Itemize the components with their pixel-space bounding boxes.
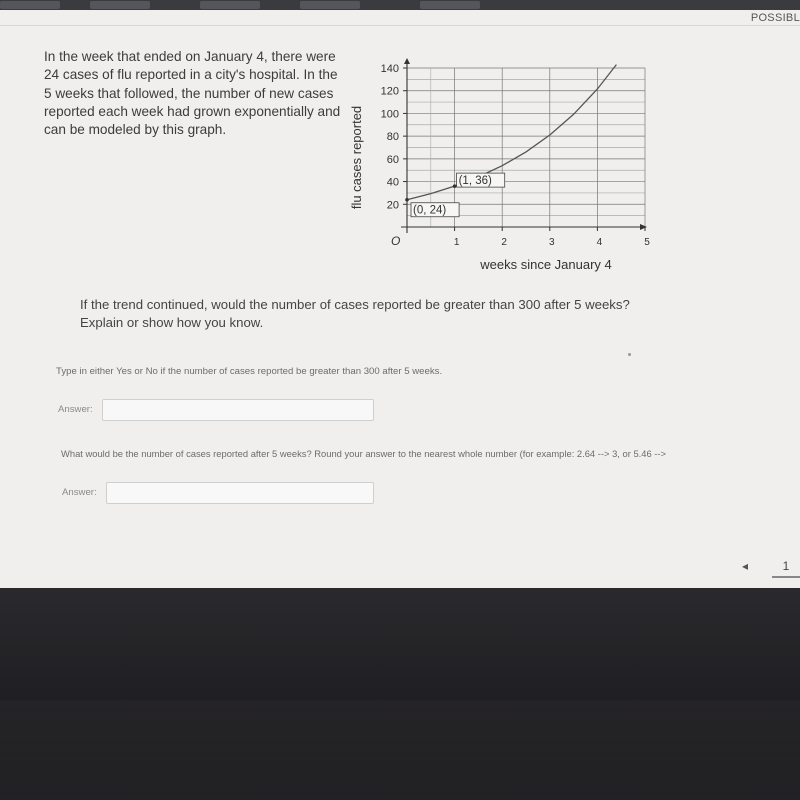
header-divider	[0, 25, 800, 26]
browser-bookmark-bar	[0, 0, 800, 10]
annotation-label: (0, 24)	[413, 204, 447, 217]
problem-text: In the week that ended on January 4, there were 24 cases of flu reported in a city's hospital. In the 5 weeks that followed, the number of new cases reported each week had grown exponentially and can be modeled by this graph.	[44, 49, 341, 138]
part1-instruction: Type in either Yes or No if the number of cases reported be greater than 300 after 5 weeks.	[56, 366, 443, 377]
origin-label: O	[391, 234, 401, 248]
question-text: If the trend continued, would the number of cases reported be greater than 300 after 5 weeks? Explain or show how you know.	[80, 297, 630, 330]
y-tick-label: 20	[386, 199, 399, 212]
possible-points-label: POSSIBL	[750, 12, 800, 24]
bookmark-item[interactable]	[420, 1, 480, 9]
y-tick-label: 40	[386, 176, 399, 189]
x-tick-label: 5	[644, 237, 650, 248]
y-tick-label: 100	[380, 108, 399, 121]
prev-page-button[interactable]: ◂	[741, 559, 749, 573]
x-tick-label: 2	[501, 237, 507, 248]
y-tick-label: 60	[386, 153, 399, 166]
part2-instruction: What would be the number of cases reported after 5 weeks? Round your answer to the nearest whole number (for example: 2.64 --> 3, or 5.46 -->	[61, 448, 667, 459]
y-axis-arrow	[404, 58, 410, 64]
y-tick-label: 140	[380, 63, 399, 75]
chart-annotations	[405, 173, 505, 217]
part2-answer-label: Answer:	[62, 487, 97, 498]
part1-answer-input[interactable]	[102, 399, 374, 421]
x-axis-arrow	[640, 224, 647, 230]
x-tick-label: 3	[549, 237, 555, 248]
x-tick-label: 1	[453, 237, 460, 248]
part2-answer-input[interactable]	[106, 482, 374, 504]
y-tick-label: 120	[380, 85, 399, 98]
y-tick-label: 80	[386, 131, 399, 144]
stray-dot	[628, 353, 631, 356]
page-content	[0, 10, 800, 588]
bookmark-item[interactable]	[0, 1, 60, 9]
x-axis-label: weeks since January 4	[480, 257, 612, 272]
part1-answer-label: Answer:	[58, 404, 93, 415]
bookmark-item[interactable]	[90, 1, 150, 9]
bookmark-item[interactable]	[200, 1, 260, 9]
x-tick-label: 4	[596, 237, 603, 248]
exponential-chart	[345, 50, 665, 280]
page-number-button[interactable]: 1	[772, 556, 800, 578]
y-axis-label: flu cases reported	[349, 105, 364, 210]
annotation-point	[453, 184, 457, 188]
series-line	[407, 65, 616, 200]
bookmark-item[interactable]	[300, 1, 360, 9]
annotation-point	[405, 198, 409, 202]
keyboard-reflection	[0, 700, 800, 800]
annotation-label: (1, 36)	[458, 175, 492, 188]
